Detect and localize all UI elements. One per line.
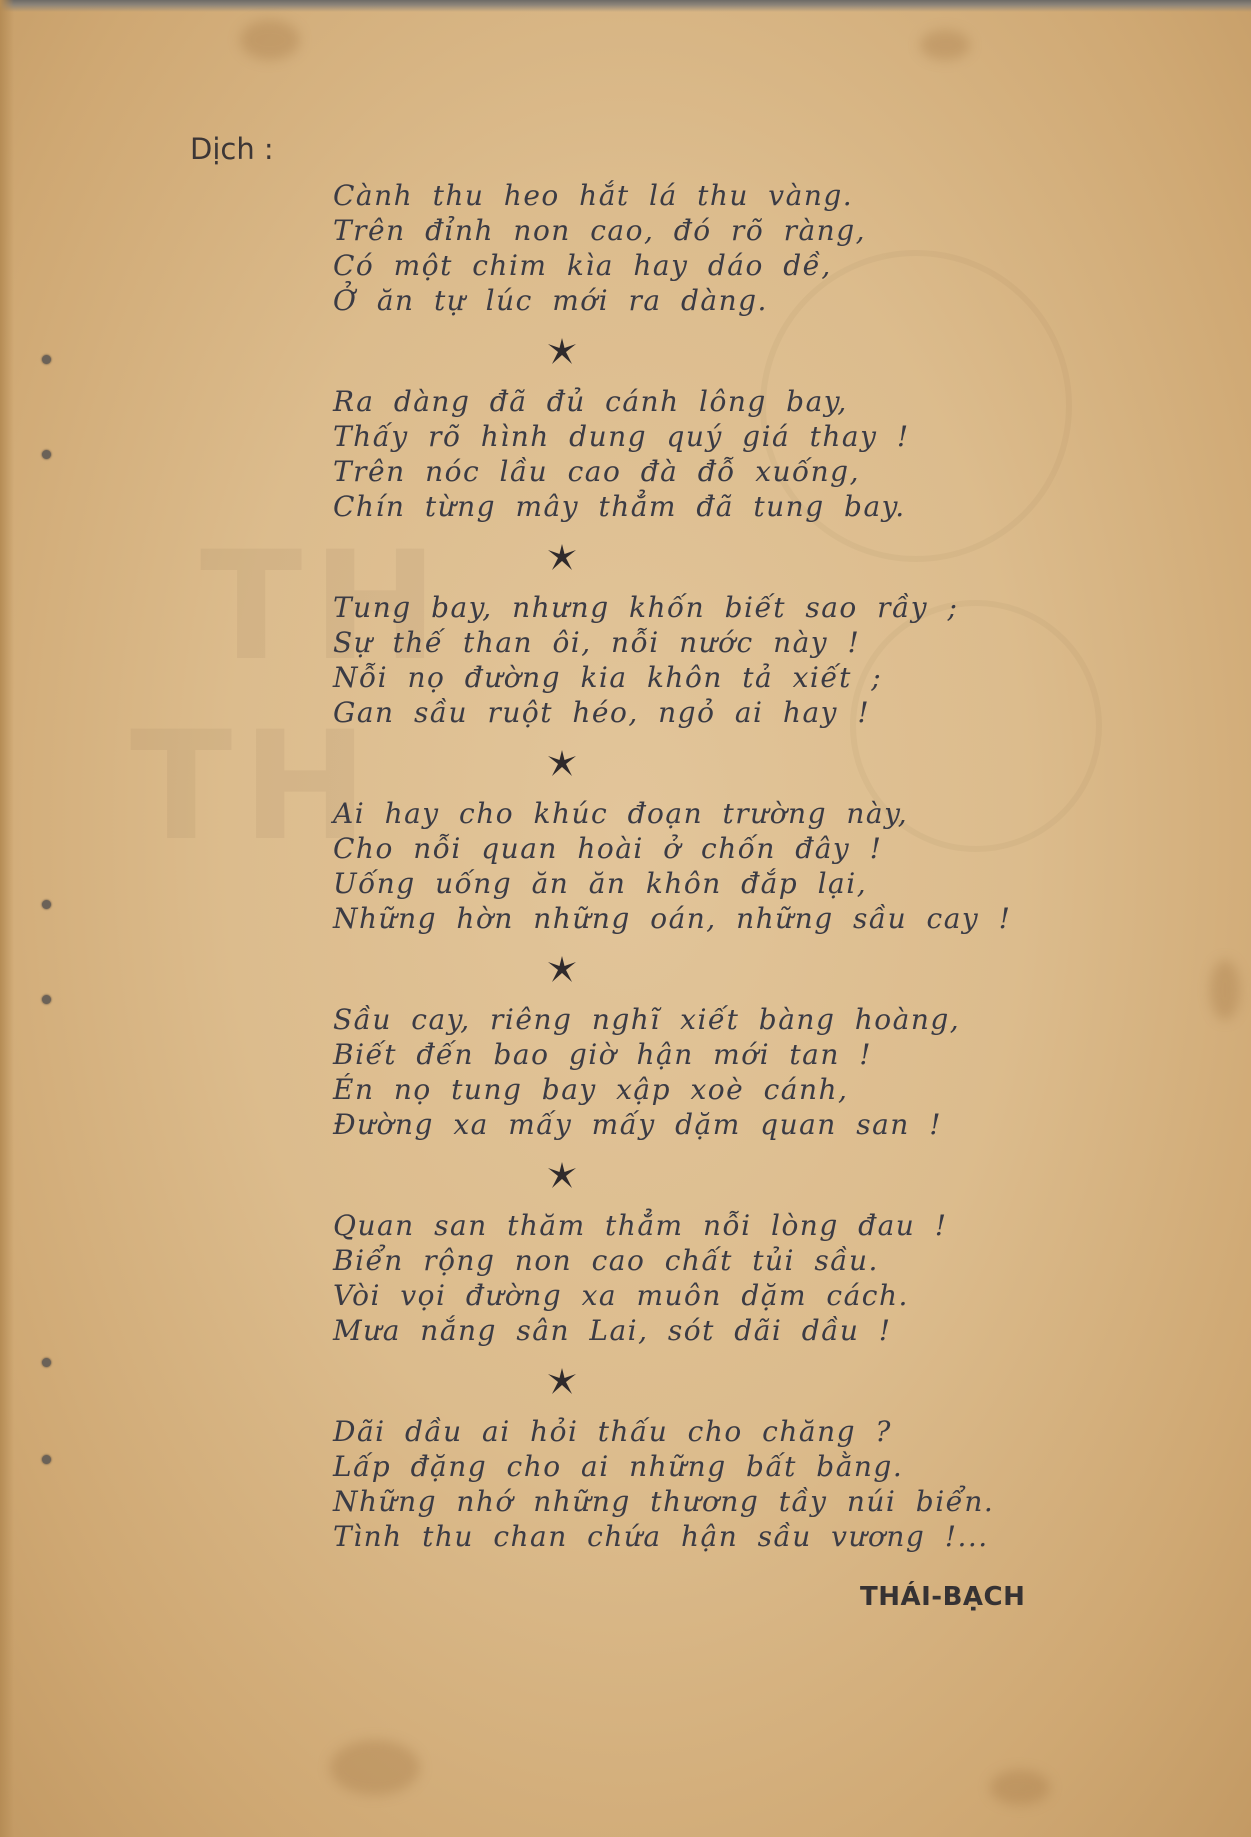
poem-line: Uống uống ăn ăn khôn đắp lại,	[333, 867, 868, 900]
poem-line: Én nọ tung bay xập xoè cánh,	[333, 1073, 849, 1106]
stanza-divider	[333, 936, 1093, 1002]
binding-hole	[42, 355, 51, 364]
poem-line: Những nhớ những thương tầy núi biển.	[333, 1485, 995, 1518]
poem-line: Có một chim kìa hay dáo dề,	[333, 249, 832, 282]
binding-hole	[42, 450, 51, 459]
paper-stain	[330, 1740, 420, 1795]
stanza	[333, 1208, 1093, 1348]
poem-line: Những hờn những oán, những sầu cay !	[333, 902, 1012, 935]
stanza	[333, 384, 1093, 524]
poem-line: Quan san thăm thẳm nỗi lòng đau !	[333, 1209, 948, 1242]
stanza-divider	[333, 524, 1093, 590]
star-icon	[547, 1161, 577, 1189]
poem-line: Ở ăn tự lúc mới ra dàng.	[333, 284, 768, 317]
poem-line: Sự thế than ôi, nỗi nước này !	[333, 626, 861, 659]
poem-line: Gan sầu ruột héo, ngỏ ai hay !	[333, 696, 871, 729]
binding-hole	[42, 900, 51, 909]
stanza	[333, 796, 1093, 936]
poem	[333, 178, 1093, 1554]
poem-line: Dãi dầu ai hỏi thấu cho chăng ?	[333, 1415, 892, 1448]
poem-line: Nỗi nọ đường kia khôn tả xiết ;	[333, 661, 883, 694]
poem-line: Vòi vọi đường xa muôn dặm cách.	[333, 1279, 909, 1312]
stanza-divider	[333, 730, 1093, 796]
paper-stain	[920, 30, 970, 60]
poem-line: Cành thu heo hắt lá thu vàng.	[333, 179, 854, 212]
poem-line: Ra dàng đã đủ cánh lông bay,	[333, 385, 848, 418]
show-through-mark: TH	[130, 700, 378, 874]
poem-line: Biển rộng non cao chất tủi sầu.	[333, 1244, 879, 1277]
translation-heading: Dịch :	[190, 132, 274, 166]
poem-line: Chín từng mây thẳm đã tung bay.	[333, 490, 906, 523]
poem-line: Tình thu chan chứa hận sầu vương !...	[333, 1520, 989, 1553]
poem-line: Trên đỉnh non cao, đó rõ ràng,	[333, 214, 867, 247]
star-icon	[547, 955, 577, 983]
stanza	[333, 178, 1093, 318]
page-left-edge	[0, 0, 14, 1837]
poem-line: Thấy rõ hình dung quý giá thay !	[333, 420, 910, 453]
star-icon	[547, 543, 577, 571]
paper-stain	[1210, 960, 1240, 1020]
binding-hole	[42, 1455, 51, 1464]
star-icon	[547, 1367, 577, 1395]
stanza-divider	[333, 1348, 1093, 1414]
stanza-divider	[333, 1142, 1093, 1208]
stanza	[333, 590, 1093, 730]
poem-line: Mưa nắng sân Lai, sót dãi dầu !	[333, 1314, 892, 1347]
poem-line: Lấp đặng cho ai những bất bằng.	[333, 1450, 904, 1483]
page-top-edge	[0, 0, 1251, 12]
show-through-mark: TH	[200, 520, 448, 694]
paper-stain	[990, 1770, 1050, 1805]
binding-hole	[42, 995, 51, 1004]
poem-line: Sầu cay, riêng nghĩ xiết bàng hoàng,	[333, 1003, 961, 1036]
stanza-divider	[333, 318, 1093, 384]
poem-line: Tung bay, nhưng khốn biết sao rầy ;	[333, 591, 959, 624]
stanza	[333, 1002, 1093, 1142]
author-signature: THÁI-BẠCH	[860, 1582, 1026, 1612]
poem-line: Ai hay cho khúc đoạn trường này,	[333, 797, 909, 830]
poem-line: Đường xa mấy mấy dặm quan san !	[333, 1108, 942, 1141]
poem-line: Cho nỗi quan hoài ở chốn đây !	[333, 832, 883, 865]
poem-line: Biết đến bao giờ hận mới tan !	[333, 1038, 873, 1071]
star-icon	[547, 337, 577, 365]
binding-hole	[42, 1358, 51, 1367]
paper-stain	[240, 20, 300, 60]
star-icon	[547, 749, 577, 777]
stanza	[333, 1414, 1093, 1554]
poem-line: Trên nóc lầu cao đà đỗ xuống,	[333, 455, 861, 488]
